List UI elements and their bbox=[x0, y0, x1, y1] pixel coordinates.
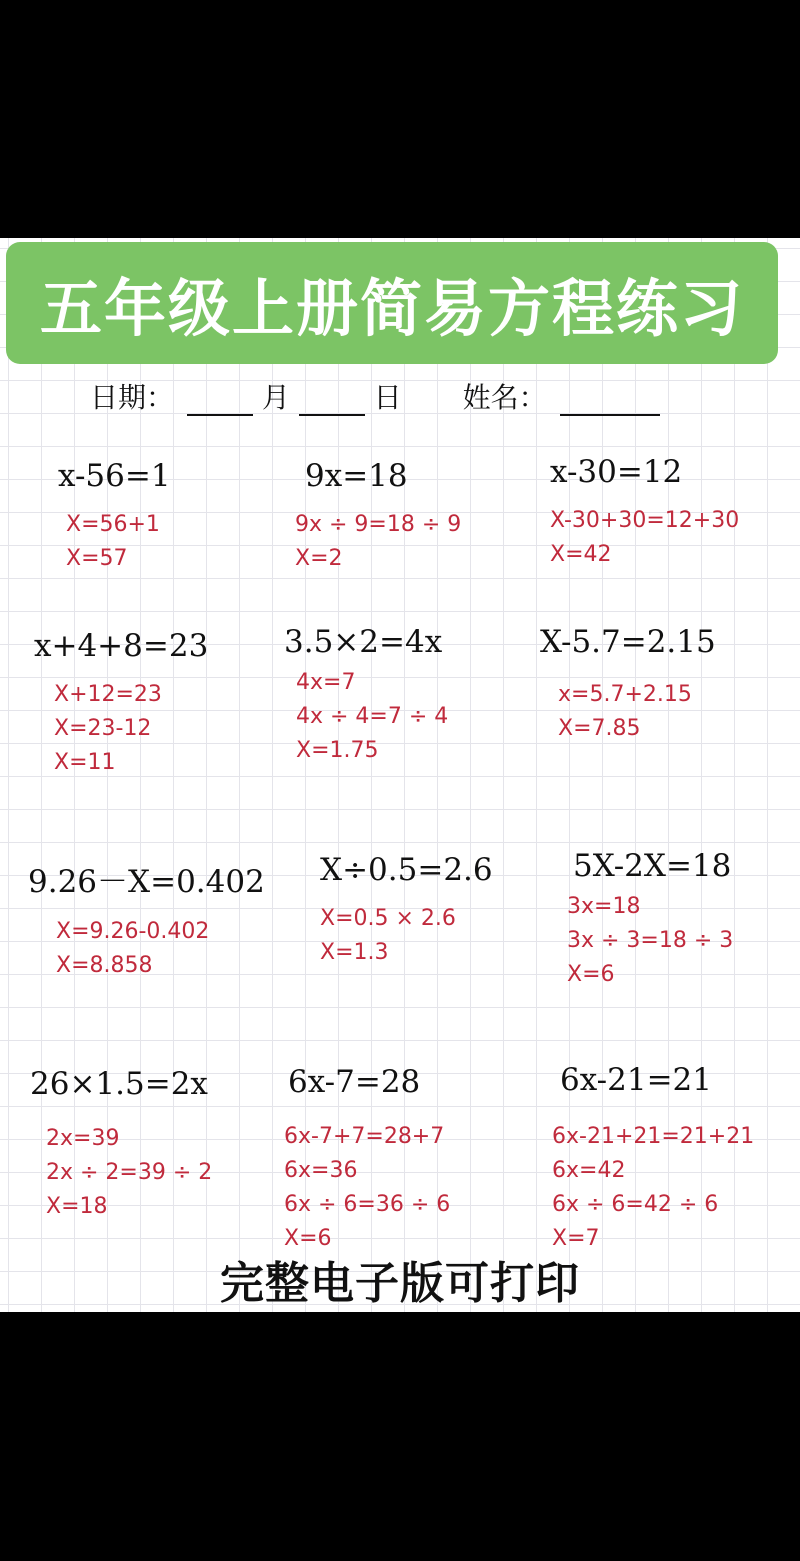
name-label: 姓名： bbox=[462, 381, 547, 414]
step: X=57 bbox=[66, 546, 128, 571]
solution-steps bbox=[552, 1120, 754, 1256]
equation: 9.26－X=0.402 bbox=[28, 864, 265, 900]
solution-steps bbox=[46, 1122, 212, 1224]
step: X=42 bbox=[550, 542, 612, 567]
solution-steps bbox=[295, 508, 461, 576]
problem-12 bbox=[552, 1062, 755, 1256]
problem-4 bbox=[34, 628, 208, 780]
step: 6x=36 bbox=[284, 1158, 358, 1183]
solution-steps bbox=[558, 678, 716, 746]
problem-3 bbox=[550, 454, 739, 572]
step: X=7.85 bbox=[558, 716, 641, 741]
step: X=2 bbox=[295, 546, 343, 571]
name-blank bbox=[560, 386, 660, 416]
step: 6x ÷ 6=42 ÷ 6 bbox=[552, 1192, 719, 1217]
month-label: 月 bbox=[261, 381, 290, 414]
solution-steps bbox=[56, 915, 265, 983]
step: X=18 bbox=[46, 1194, 108, 1219]
footer-caption: 完整电子版可打印 bbox=[220, 1258, 580, 1309]
solution-steps bbox=[284, 1120, 450, 1256]
solution-steps bbox=[66, 508, 171, 576]
problem-9 bbox=[567, 848, 734, 992]
day-blank bbox=[299, 386, 365, 416]
day-label: 日 bbox=[373, 381, 402, 414]
equation: 26×1.5=2x bbox=[30, 1066, 208, 1102]
problem-11 bbox=[284, 1064, 451, 1256]
month-blank bbox=[187, 386, 253, 416]
solution-steps bbox=[54, 678, 208, 780]
problem-2 bbox=[295, 458, 462, 576]
title-banner bbox=[6, 242, 778, 364]
step: 9x ÷ 9=18 ÷ 9 bbox=[295, 512, 462, 537]
step: X=0.5 × 2.6 bbox=[320, 906, 456, 931]
step: 3x ÷ 3=18 ÷ 3 bbox=[567, 928, 734, 953]
step: X=23-12 bbox=[54, 716, 152, 741]
step: 6x ÷ 6=36 ÷ 6 bbox=[284, 1192, 451, 1217]
step: 6x=42 bbox=[552, 1158, 626, 1183]
solution-steps bbox=[550, 504, 739, 572]
step: X=8.858 bbox=[56, 953, 153, 978]
step: X=7 bbox=[552, 1226, 600, 1251]
solution-steps bbox=[296, 666, 448, 768]
step: 4x=7 bbox=[296, 670, 356, 695]
equation: 6x-7=28 bbox=[288, 1064, 421, 1100]
step: X=1.75 bbox=[296, 738, 379, 763]
step: X=6 bbox=[567, 962, 615, 987]
problem-1 bbox=[58, 458, 171, 576]
step: X=11 bbox=[54, 750, 116, 775]
step: X=9.26-0.402 bbox=[56, 919, 210, 944]
step: 2x=39 bbox=[46, 1126, 120, 1151]
equation: x-56=1 bbox=[58, 458, 171, 494]
equation: X-5.7=2.15 bbox=[540, 624, 716, 660]
header-fields bbox=[90, 376, 710, 416]
step: x=5.7+2.15 bbox=[558, 682, 692, 707]
equation: 6x-21=21 bbox=[560, 1062, 713, 1098]
date-label: 日期： bbox=[90, 381, 175, 414]
step: 6x-7+7=28+7 bbox=[284, 1124, 445, 1149]
step: 6x-21+21=21+21 bbox=[552, 1124, 755, 1149]
equation: 9x=18 bbox=[305, 458, 408, 494]
problem-6 bbox=[540, 624, 716, 746]
equation: x+4+8=23 bbox=[34, 628, 209, 664]
problem-10 bbox=[30, 1066, 212, 1224]
problem-5 bbox=[284, 624, 448, 768]
step: X=6 bbox=[284, 1226, 332, 1251]
step: X=1.3 bbox=[320, 940, 389, 965]
solution-steps bbox=[567, 890, 733, 992]
equation: 5X-2X=18 bbox=[573, 848, 732, 884]
worksheet bbox=[0, 238, 800, 1312]
solution-steps bbox=[320, 902, 493, 970]
step: 4x ÷ 4=7 ÷ 4 bbox=[296, 704, 449, 729]
step: 2x ÷ 2=39 ÷ 2 bbox=[46, 1160, 213, 1185]
step: X-30+30=12+30 bbox=[550, 508, 740, 533]
step: X+12=23 bbox=[54, 682, 162, 707]
problem-8 bbox=[320, 852, 493, 970]
step: 3x=18 bbox=[567, 894, 641, 919]
problem-7 bbox=[28, 856, 265, 983]
equation: x-30=12 bbox=[550, 454, 683, 490]
equation: X÷0.5=2.6 bbox=[320, 852, 493, 888]
worksheet-title: 五年级上册简易方程练习 bbox=[39, 271, 744, 345]
step: X=56+1 bbox=[66, 512, 160, 537]
equation: 3.5×2=4x bbox=[284, 624, 443, 660]
